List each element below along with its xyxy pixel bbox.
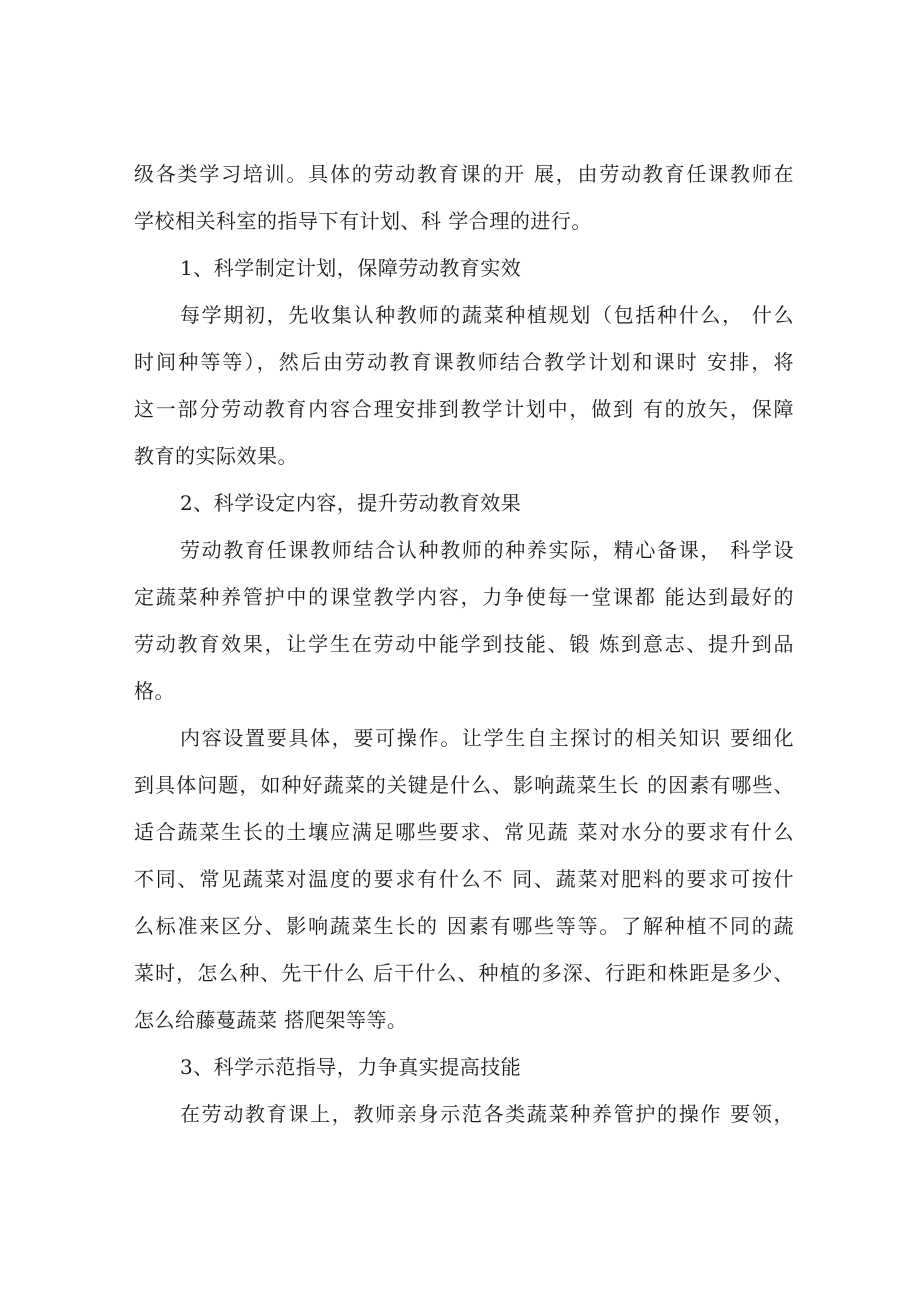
text-line: 劳动教育任课教师结合认种教师的种养实际，精心备课， 科学设 — [180, 538, 794, 562]
text-line: 么标准来区分、影响蔬菜生长的 因素有哪些等等。了解种植不同的蔬 — [134, 914, 794, 938]
text-line: 教育的实际效果。 — [134, 444, 298, 468]
text-line: 不同、常见蔬菜对温度的要求有什么不 同、蔬菜对肥料的要求可按什 — [134, 867, 794, 891]
section-heading: 2、科学设定内容，提升劳动教育效果 — [180, 491, 522, 515]
text-line: 每学期初，先收集认种教师的蔬菜种植规划（包括种什么， 什么 — [180, 303, 794, 327]
text-line: 时间种等等），然后由劳动教育课教师结合教学计划和课时 安排，将 — [134, 350, 794, 374]
text-line: 内容设置要具体，要可操作。让学生自主探讨的相关知识 要细化 — [180, 726, 794, 750]
text-line: 格。 — [134, 679, 175, 703]
text-line: 在劳动教育课上，教师亲身示范各类蔬菜种养管护的操作 要领， — [180, 1102, 794, 1126]
text-line: 这一部分劳动教育内容合理安排到教学计划中，做到 有的放矢，保障 — [134, 397, 794, 421]
section-heading: 1、科学制定计划，保障劳动教育实效 — [180, 256, 522, 280]
text-line: 学校相关科室的指导下有计划、科 学合理的进行。 — [134, 209, 592, 233]
text-line: 劳动教育效果，让学生在劳动中能学到技能、锻 炼到意志、提升到品 — [134, 632, 794, 656]
text-line: 适合蔬菜生长的土壤应满足哪些要求、常见蔬 菜对水分的要求有什么 — [134, 820, 794, 844]
text-line: 怎么给藤蔓蔬菜 搭爬架等等。 — [134, 1008, 408, 1032]
text-line: 级各类学习培训。具体的劳动教育课的开 展，由劳动教育任课教师在 — [134, 162, 794, 186]
text-line: 菜时，怎么种、先干什么 后干什么、种植的多深、行距和株距是多少、 — [134, 961, 794, 985]
text-line: 到具体问题，如种好蔬菜的关键是什么、影响蔬菜生长 的因素有哪些、 — [134, 773, 794, 797]
text-line: 定蔬菜种养管护中的课堂教学内容，力争使每一堂课都 能达到最好的 — [134, 585, 794, 609]
section-heading: 3、科学示范指导，力争真实提高技能 — [180, 1055, 522, 1079]
